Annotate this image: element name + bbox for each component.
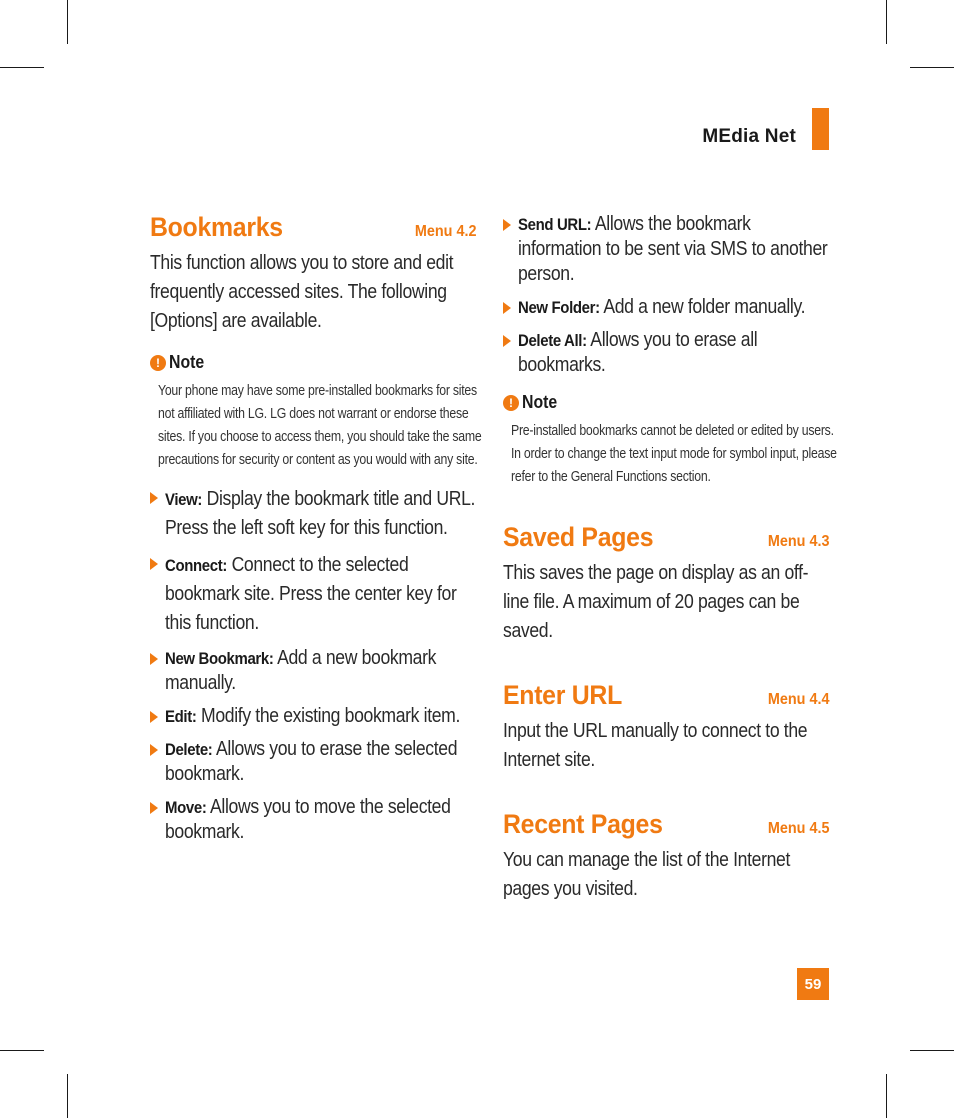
crop-mark (0, 1050, 44, 1051)
option-desc: Add a new folder manually. (603, 296, 806, 318)
enter-url-menu-ref: Menu 4.4 (767, 691, 829, 708)
crop-mark (67, 1074, 68, 1118)
header-tab-marker (812, 108, 829, 150)
bullet-arrow-icon (503, 219, 511, 231)
warning-icon: ! (503, 395, 519, 411)
option-term: Send URL: (518, 215, 592, 234)
bullet-arrow-icon (150, 492, 158, 504)
option-desc: Allows you to erase the selected bookmark. (165, 738, 458, 785)
note-text: Your phone may have some pre-installed bookmarks for sites not affiliated with LG. LG does not warrant or endorse these sites. If you choose to access them, you should take the same precautions for security or content as you would with any site. (158, 382, 482, 468)
crop-mark (0, 67, 44, 68)
crop-mark (67, 0, 68, 44)
option-send-url (503, 212, 829, 287)
warning-icon: ! (150, 355, 166, 371)
recent-pages-menu-ref: Menu 4.5 (767, 820, 829, 837)
options-list-continued (503, 212, 829, 378)
recent-pages-title: Recent Pages (503, 809, 663, 839)
enter-url-title: Enter URL (503, 680, 622, 710)
saved-pages-title: Saved Pages (503, 522, 654, 552)
crop-mark (910, 67, 954, 68)
option-desc: Add a new bookmark manually. (165, 647, 437, 694)
option-desc: Modify the existing bookmark item. (201, 705, 461, 727)
option-desc: Display the bookmark title and URL. Press the left soft key for this function. (165, 488, 476, 539)
bullet-arrow-icon (150, 802, 158, 814)
crop-mark (910, 1050, 954, 1051)
crop-mark (886, 0, 887, 44)
note2-heading (503, 392, 829, 413)
section-header: MEdia Net (702, 126, 796, 147)
option-term: Connect: (165, 556, 228, 575)
saved-pages-menu-ref: Menu 4.3 (767, 533, 829, 550)
bullet-arrow-icon (150, 711, 158, 723)
bullet-arrow-icon (150, 558, 158, 570)
note2-label: Note (522, 392, 558, 412)
note-label: Note (169, 352, 205, 372)
right-column (503, 212, 837, 904)
option-desc: Allows you to move the selected bookmark. (165, 796, 451, 843)
option-view (150, 485, 476, 543)
option-term: New Bookmark: (165, 649, 274, 668)
option-new-folder (503, 295, 829, 320)
option-desc: Allows the bookmark information to be sent via SMS to another person. (518, 213, 828, 285)
bullet-arrow-icon (503, 335, 511, 347)
saved-pages-heading (503, 522, 829, 553)
bookmarks-title: Bookmarks (150, 212, 283, 242)
options-list (150, 485, 476, 845)
note2-text (511, 419, 843, 488)
enter-url-text: Input the URL manually to connect to the Internet site. (503, 720, 808, 771)
option-edit (150, 704, 476, 729)
crop-mark (886, 1074, 887, 1118)
recent-pages-heading (503, 809, 829, 840)
option-new-bookmark (150, 646, 476, 696)
option-term: Delete All: (518, 331, 587, 350)
option-term: View: (165, 490, 203, 509)
enter-url-heading (503, 680, 829, 711)
option-term: Edit: (165, 707, 197, 726)
note2-line-1: Pre-installed bookmarks cannot be deleted or edited by users. (511, 422, 834, 439)
option-desc: Connect to the selected bookmark site. Press the center key for this function. (165, 554, 457, 634)
recent-pages-section (503, 809, 829, 904)
recent-pages-text: You can manage the list of the Internet pages you visited. (503, 849, 790, 900)
note-heading (150, 352, 476, 373)
bookmarks-heading (150, 212, 476, 243)
option-delete (150, 737, 476, 787)
option-term: Move: (165, 798, 207, 817)
bullet-arrow-icon (150, 653, 158, 665)
option-term: Delete: (165, 740, 213, 759)
bookmarks-intro: This function allows you to store and edit frequently accessed sites. The following [Options] are available. (150, 252, 454, 332)
option-desc: Allows you to erase all bookmarks. (518, 329, 758, 376)
option-delete-all (503, 328, 829, 378)
bookmarks-menu-ref: Menu 4.2 (414, 223, 476, 240)
option-term: New Folder: (518, 298, 600, 317)
note2-line-2: In order to change the text input mode for symbol input, please refer to the General Functions section. (511, 445, 837, 485)
saved-pages-section (503, 522, 829, 646)
option-move (150, 795, 476, 845)
saved-pages-text: This saves the page on display as an off-line file. A maximum of 20 pages can be saved. (503, 562, 809, 642)
bullet-arrow-icon (503, 302, 511, 314)
left-column (150, 212, 482, 853)
enter-url-section (503, 680, 829, 775)
bullet-arrow-icon (150, 744, 158, 756)
option-connect (150, 551, 476, 638)
page-number: 59 (797, 968, 829, 1000)
